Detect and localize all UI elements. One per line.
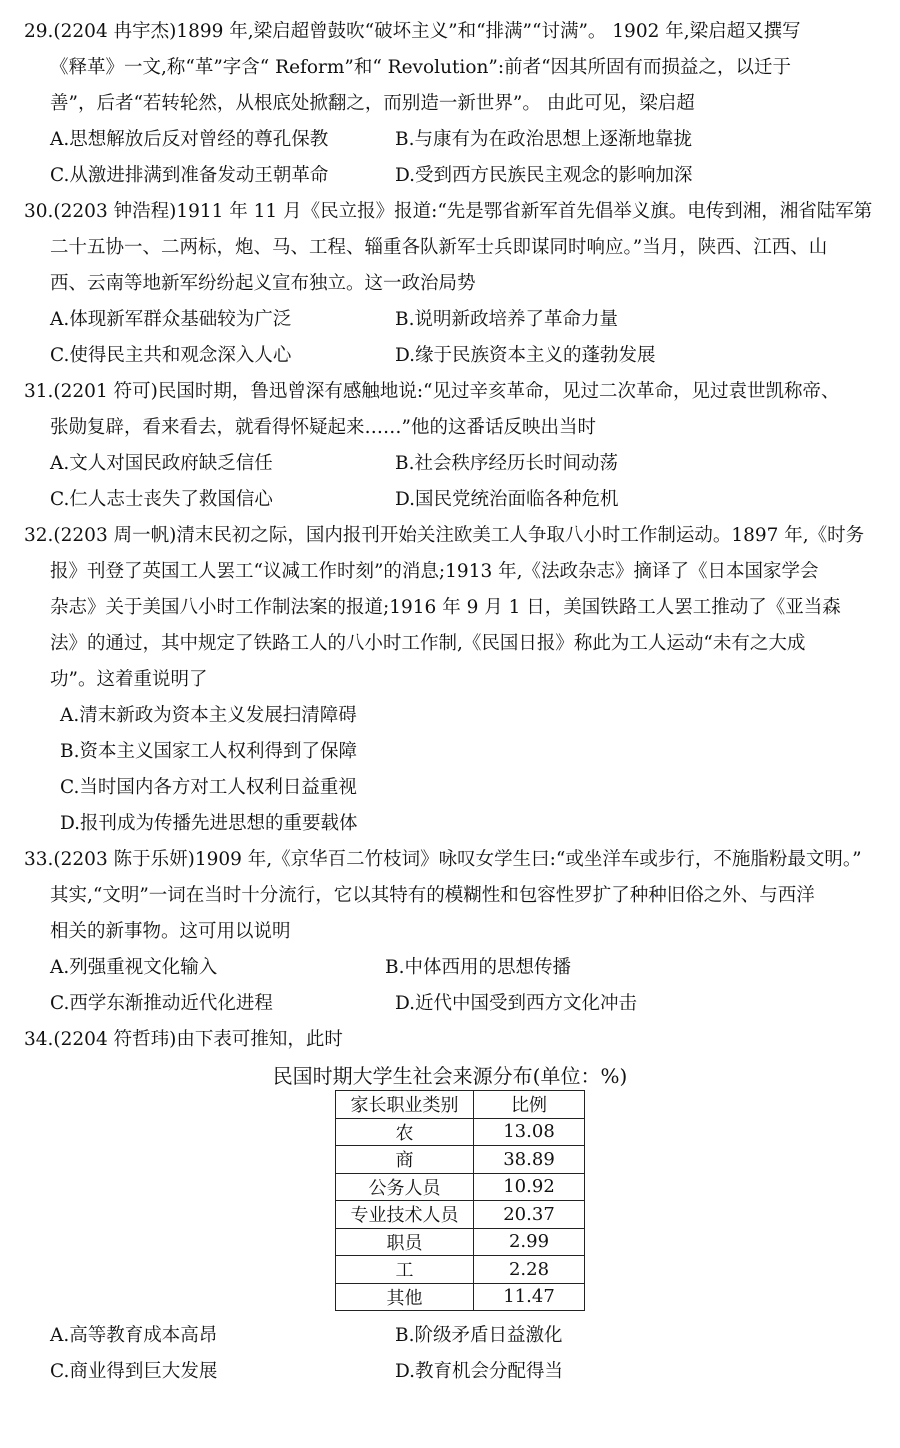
table-row: [336, 1256, 585, 1284]
table-header-occupation: 家长职业类别: [336, 1091, 474, 1119]
question-31-options-row-1: [24, 446, 880, 482]
question-32-line-4: 法》的通过，其中规定了铁路工人的八小时工作制,《民国日报》称此为工人运动“未有之大成: [50, 633, 806, 654]
question-34: [24, 1022, 880, 1058]
question-31-line-1: 31.(2201 符可)民国时期，鲁迅曾深有感触地说:“见过辛亥革命，见过二次革命，见过袁世凯称帝、: [24, 381, 840, 402]
question-29-line-2: 《释革》一文,称“革”字含“ Reform”和“ Revolution”:前者“因其所固有而损益之，以迁于: [50, 57, 792, 78]
question-34-option-d[interactable]: D.教育机会分配得当: [395, 1361, 564, 1382]
question-29-option-b[interactable]: B.与康有为在政治思想上逐渐地靠拢: [395, 129, 692, 150]
table-cell-occupation: 专业技术人员: [336, 1201, 474, 1229]
table-header-ratio: 比例: [474, 1091, 585, 1119]
table-cell-ratio: 2.28: [474, 1256, 585, 1284]
question-32-option-b[interactable]: B.资本主义国家工人权利得到了保障: [60, 741, 357, 762]
question-34-option-c[interactable]: C.商业得到巨大发展: [50, 1361, 218, 1382]
table-cell-ratio: 11.47: [474, 1283, 585, 1311]
question-29-option-c[interactable]: C.从激进排满到准备发动王朝革命: [50, 165, 329, 186]
question-33: [24, 842, 880, 1022]
question-29-options-row-2: [24, 158, 880, 194]
question-30-options-row-1: [24, 302, 880, 338]
question-32-option-d[interactable]: D.报刊成为传播先进思想的重要载体: [60, 813, 358, 834]
question-33-line-3: 相关的新事物。这可用以说明: [50, 921, 291, 942]
question-32-option-a[interactable]: A.清末新政为资本主义发展扫清障碍: [60, 705, 357, 726]
table-cell-occupation: 农: [336, 1118, 474, 1146]
question-33-option-a[interactable]: A.列强重视文化输入: [50, 957, 218, 978]
table-row: [336, 1201, 585, 1229]
table-cell-ratio: 10.92: [474, 1173, 585, 1201]
question-30-line-3: 西、云南等地新军纷纷起义宣布独立。这一政治局势: [50, 273, 476, 294]
table-cell-occupation: 职员: [336, 1228, 474, 1256]
table-row: [336, 1146, 585, 1174]
table-row: [336, 1173, 585, 1201]
question-34-line-1: 34.(2204 符哲玮)由下表可推知，此时: [24, 1029, 343, 1050]
table-row: [336, 1228, 585, 1256]
question-31-option-b[interactable]: B.社会秩序经历长时间动荡: [395, 453, 618, 474]
question-34-options-row-1: [24, 1318, 880, 1354]
table-header-row: [336, 1091, 585, 1119]
question-34-option-a[interactable]: A.高等教育成本高昂: [50, 1325, 218, 1346]
table-cell-occupation: 其他: [336, 1283, 474, 1311]
question-30-option-d[interactable]: D.缘于民族资本主义的蓬勃发展: [395, 345, 656, 366]
table-cell-ratio: 2.99: [474, 1228, 585, 1256]
table-cell-occupation: 商: [336, 1146, 474, 1174]
question-32-option-c[interactable]: C.当时国内各方对工人权利日益重视: [60, 777, 357, 798]
question-30: [24, 194, 880, 374]
question-33-options-row-1: [24, 950, 880, 986]
question-32-line-1: 32.(2203 周一帆)清末民初之际，国内报刊开始关注欧美工人争取八小时工作制运动。1897 年,《时务: [24, 525, 865, 546]
table-title: 民国时期大学生社会来源分布(单位：%): [272, 1064, 628, 1088]
question-31: [24, 374, 880, 518]
question-29-option-d[interactable]: D.受到西方民族民主观念的影响加深: [395, 165, 693, 186]
table-cell-occupation: 工: [336, 1256, 474, 1284]
question-34-options-row-2: [24, 1354, 880, 1390]
question-33-option-b[interactable]: B.中体西用的思想传播: [385, 957, 571, 978]
question-30-option-a[interactable]: A.体现新军群众基础较为广泛: [50, 309, 292, 330]
question-31-option-a[interactable]: A.文人对国民政府缺乏信任: [50, 453, 273, 474]
question-29-options-row-1: [24, 122, 880, 158]
question-32: [24, 518, 880, 842]
question-33-options-row-2: [24, 986, 880, 1022]
table-cell-ratio: 38.89: [474, 1146, 585, 1174]
question-32-line-2: 报》刊登了英国工人罢工“议减工作时刻”的消息;1913 年,《法政杂志》摘译了《日本国家学会: [50, 561, 819, 582]
question-31-option-d[interactable]: D.国民党统治面临各种危机: [395, 489, 619, 510]
question-33-option-d[interactable]: D.近代中国受到西方文化冲击: [395, 993, 638, 1014]
table-row: [336, 1283, 585, 1311]
distribution-table: [335, 1090, 585, 1311]
question-33-line-2: 其实,“文明”一词在当时十分流行，它以其特有的模糊性和包容性罗扩了种种旧俗之外、与西洋: [50, 885, 815, 906]
table-cell-ratio: 20.37: [474, 1201, 585, 1229]
question-30-line-2: 二十五协一、二两标，炮、马、工程、辎重各队新军士兵即谋同时响应。”当月，陕西、江西、山: [50, 237, 828, 258]
question-31-option-c[interactable]: C.仁人志士丧失了救国信心: [50, 489, 273, 510]
question-32-line-5: 功”。这着重说明了: [50, 669, 208, 690]
question-32-line-3: 杂志》关于美国八小时工作制法案的报道;1916 年 9 月 1 日，美国铁路工人罢工推动了《亚当森: [50, 597, 841, 618]
question-33-option-c[interactable]: C.西学东渐推动近代化进程: [50, 993, 273, 1014]
question-29: [24, 14, 880, 194]
question-30-options-row-2: [24, 338, 880, 374]
question-31-options-row-2: [24, 482, 880, 518]
question-34-options: [24, 1318, 880, 1390]
question-29-option-a[interactable]: A.思想解放后反对曾经的尊孔保教: [50, 129, 329, 150]
question-30-option-b[interactable]: B.说明新政培养了革命力量: [395, 309, 618, 330]
question-33-line-1: 33.(2203 陈于乐妍)1909 年,《京华百二竹枝词》咏叹女学生曰:“或坐洋车或步行，不施脂粉最文明。”: [24, 849, 862, 870]
table-row: [336, 1118, 585, 1146]
question-29-line-3: 善”，后者“若转轮然，从根底处掀翻之，而别造一新世界”。 由此可见，梁启超: [50, 93, 695, 114]
table-cell-ratio: 13.08: [474, 1118, 585, 1146]
question-29-line-1: 29.(2204 冉宇杰)1899 年,梁启超曾鼓吹“破坏主义”和“排满”“讨满”。 1902 年,梁启超又撰写: [24, 21, 801, 42]
question-30-line-1: 30.(2203 钟浩程)1911 年 11 月《民立报》报道:“先是鄂省新军首先倡举义旗。电传到湘，湘省陆军第: [24, 201, 873, 222]
table-cell-occupation: 公务人员: [336, 1173, 474, 1201]
question-31-line-2: 张勋复辟，看来看去，就看得怀疑起来……”他的这番话反映出当时: [50, 417, 596, 438]
question-34-option-b[interactable]: B.阶级矛盾日益激化: [395, 1325, 563, 1346]
question-30-option-c[interactable]: C.使得民主共和观念深入人心: [50, 345, 292, 366]
